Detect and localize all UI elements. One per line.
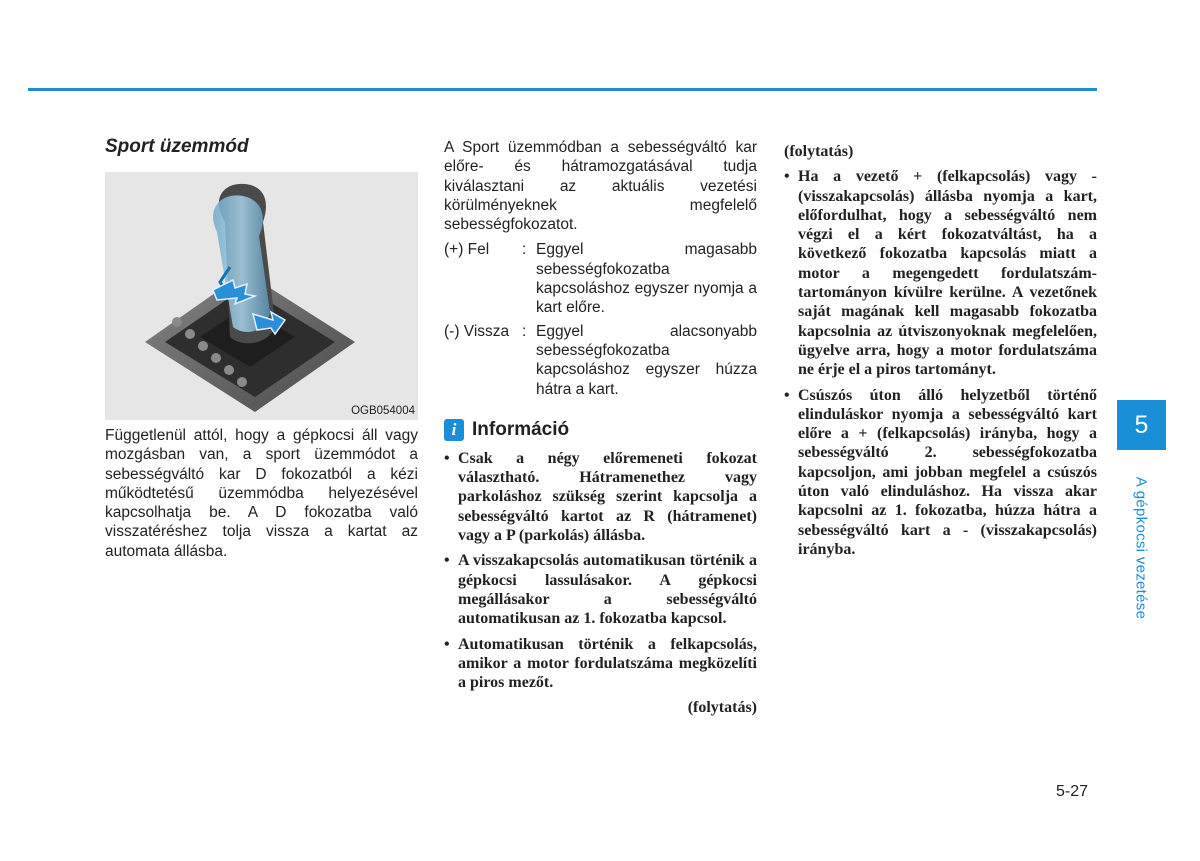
- info-heading: [444, 419, 757, 441]
- bullet: •: [444, 552, 450, 570]
- list-item-text: Automatikusan történik a felkapcsolás, amikor a motor fordulatszáma megközelíti a piros mezőt.: [458, 635, 757, 692]
- list-item-text: Csak a négy előremeneti fokozat választható. Hátramenethez vagy parkoláshoz szükség szerint kapcsolja a sebességváltó kartot az R (hátramenet) vagy a P (parkolás) állásba.: [458, 449, 757, 545]
- list-item: [444, 551, 757, 628]
- gear-shifter-figure: [105, 172, 418, 420]
- definition-colon: :: [522, 322, 527, 340]
- bullet: •: [784, 168, 790, 186]
- definition-term: (-) Vissza: [444, 322, 510, 340]
- definition-row: [444, 240, 757, 317]
- figure-code: OGB054004: [351, 405, 415, 417]
- info-title: Információ: [472, 418, 570, 440]
- definition-term: (+) Fel: [444, 241, 490, 259]
- definition-row: [444, 322, 757, 399]
- sport-mode-paragraph: Függetlenül attól, hogy a gépkocsi áll vagy mozgásban van, a sport üzemmódot a sebességváltó kar D fokozatból a kézi működtetésű üzemmódba helyezésével kapcsolhatja be. A D fokozatba való visszatéréshez tolja vissza a kartat az automata állásba.: [105, 427, 418, 560]
- list-item: [784, 386, 1097, 560]
- list-item: [444, 449, 757, 545]
- bullet: •: [784, 386, 790, 404]
- chapter-title: A gépkocsi vezetése: [1132, 476, 1150, 620]
- gear-shifter-illustration: [105, 172, 418, 420]
- chapter-number-tab: 5: [1117, 400, 1166, 450]
- continued-label: (folytatás): [687, 699, 757, 717]
- list-item-text: A visszakapcsolás automatikusan történik a gépkocsi lassulásakor. A gépkocsi megállásakor a sebességváltó automatikusan az 1. fokozatba kapcsol.: [458, 552, 757, 628]
- bullet: •: [444, 449, 450, 467]
- right-column: [784, 142, 1097, 565]
- list-item-text: Csúszós úton álló helyzetből történő elinduláskor nyomja a sebességváltó kart előre a + (felkapcsolás) irányba, hogy a sebességváltó 2. sebességfokozatba kapcsoljon, ami jobban megfelel a csúszós úton való elinduláshoz. Ha vissza akar kapcsolni az 1. fokozatba, húzza hátra a sebességváltó kart a - (visszakapcsolás) irányba.: [798, 386, 1097, 558]
- intro-paragraph: A Sport üzemmódban a sebességváltó kar előre- és hátramozgatásával tudja kiválasztani az aktuális vezetési körülményeknek megfelelő sebességfokozatot.: [444, 139, 757, 234]
- list-item: [784, 167, 1097, 379]
- definition-description: Eggyel alacsonyabb sebességfokozatba kapcsoláshoz egyszer húzza hátra a kart.: [536, 322, 757, 398]
- definition-colon: :: [522, 241, 527, 259]
- info-icon: i: [444, 419, 464, 441]
- section-title: Sport üzemmód: [105, 136, 249, 157]
- list-item: [444, 635, 757, 693]
- header-rule: [28, 88, 1097, 91]
- list-item-text: Ha a vezető + (felkapcsolás) vagy - (visszakapcsolás) állásba nyomja a kart, előfordulhat, hogy a sebességváltó nem végzi el a kért fokozatváltást, ha a következő fokozatba kapcsolás miatt a motor a megengedett fordulatszám-tartományon kívülre kerülne. A vezetőnek saját magának kell magasabb fokozatba kapcsolnia az útviszonyoknak megfelelően, ügyelve arra, hogy a motor fordulatszáma ne érje el a piros tartományt.: [798, 168, 1097, 379]
- page-number: 5-27: [1056, 783, 1089, 800]
- info-list: [444, 449, 757, 693]
- info-list-continued: [784, 167, 1097, 559]
- definition-description: Eggyel magasabb sebességfokozatba kapcsoláshoz egyszer nyomja a kart előre.: [536, 241, 757, 317]
- left-column: [105, 136, 418, 561]
- shift-definitions: [444, 240, 757, 398]
- continued-label: (folytatás): [784, 143, 854, 160]
- middle-column: [444, 138, 757, 718]
- bullet: •: [444, 635, 450, 653]
